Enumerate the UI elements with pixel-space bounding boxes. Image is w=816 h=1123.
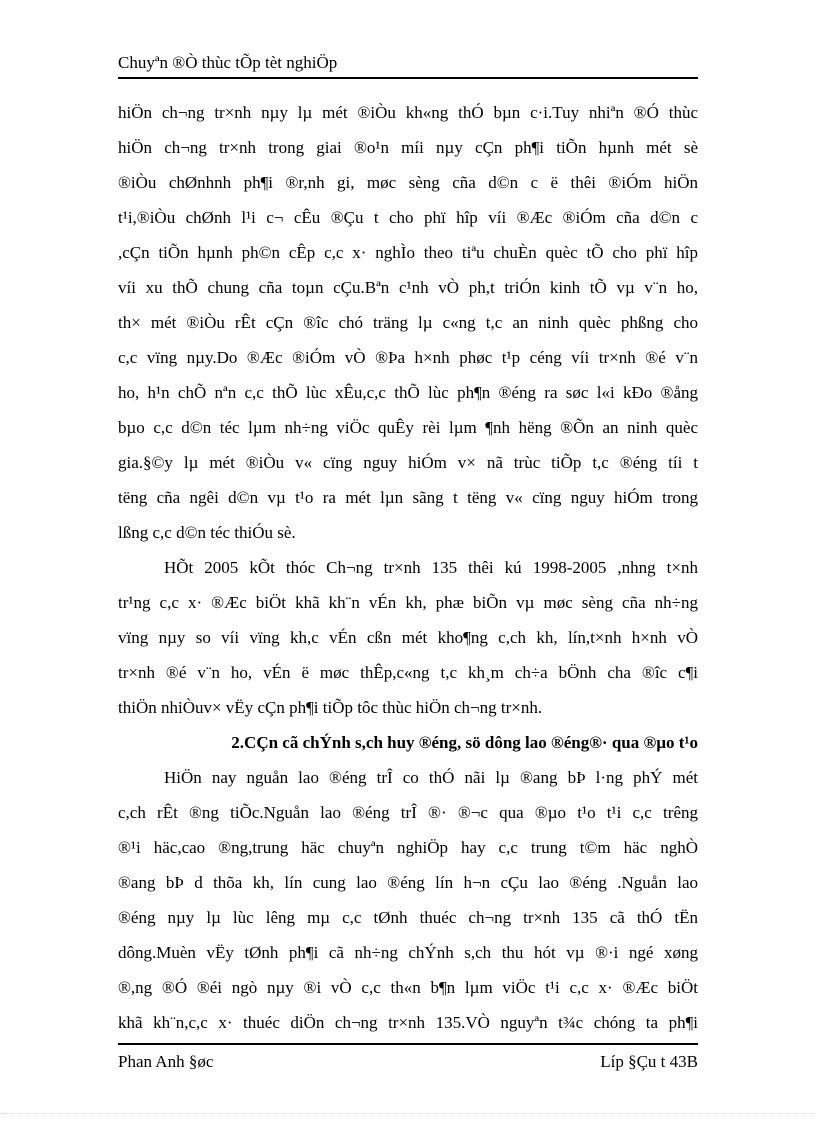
text-line: lßng c,c d©n téc thiÓu sè. [118, 523, 296, 542]
text-line: dông.Muèn vËy tØnh ph¶i cã nh÷ng chÝnh s,ch thu hót vµ ®·i ngé xøng [118, 943, 698, 962]
text-line: HiÖn nay nguån lao ®éng trÎ co thÓ nãi lµ ®ang bÞ l·ng phÝ mét [164, 768, 698, 787]
text-line: ®iÒu chØnhnh ph¶i ®r,nh gi, møc sèng cña d©n c ë thêi ®iÓm hiÖn [118, 173, 698, 192]
section-heading: 2.CÇn cã chÝnh s,ch huy ®éng, sö dông lao ®éng®· qua ®µo t¹o [231, 733, 698, 752]
text-line: víi xu thÕ chung cña toµn cÇu.Bªn c¹nh vÒ ph,t triÓn kinh tÕ vµ v¨n ho, [118, 278, 698, 297]
header-rule [118, 77, 698, 79]
text-line: t¹i,®iÒu chØnh l¹i c¬ cÊu ®Çu t cho phï hîp víi ®Æc ®iÓm cña d©n c [118, 208, 698, 227]
text-line: vïng nµy so víi vïng kh,c vÉn cßn mét kho¶ng c,ch kh, lín,t×nh h×nh vÒ [118, 628, 698, 647]
paragraph-3 [118, 760, 698, 1040]
page-edge-divider [0, 1113, 816, 1114]
header-title: Chuyªn ®Ò thùc tÕp tèt nghiÖp [118, 53, 338, 72]
text-line: hiÖn ch¬ng tr×nh nµy lµ mét ®iÒu kh«ng thÓ bµn c·i.Tuy nhiªn ®Ó thùc [118, 103, 698, 122]
text-line: th× mét ®iÒu rÊt cÇn ®îc chó träng lµ c«ng t,c an ninh quèc phßng cho [118, 313, 698, 332]
paragraph-1 [118, 95, 698, 550]
footer-author: Phan Anh §øc [118, 1052, 214, 1071]
text-line: hiÖn ch¬ng tr×nh trong giai ®o¹n míi nµy cÇn ph¶i tiÕn hµnh mét sè [118, 138, 698, 157]
text-line: c,c vïng nµy.Do ®Æc ®iÓm vÒ ®Þa h×nh phøc t¹p céng víi tr×nh ®é v¨n [118, 348, 698, 367]
text-line: ®ang bÞ d thõa kh, lín cung lao ®éng lín h¬n cÇu lao ®éng .Nguån lao [118, 873, 698, 892]
text-line: gia.§©y lµ mét ®iÒu v« cïng nguy hiÓm v× nã trùc tiÕp t,c ®éng tíi t [118, 453, 698, 472]
footer-rule [118, 1043, 698, 1045]
text-line: ®¹i häc,cao ®ng,trung häc chuyªn nghiÖp hay c,c trung t©m häc nghÒ [118, 838, 698, 857]
text-line: ®éng nµy lµ lùc lêng mµ c,c tØnh thuéc ch¬ng tr×nh 135 cã thÓ tËn [118, 908, 698, 927]
text-line: tr×nh ®é v¨n ho, vÉn ë møc thÊp,c«ng t,c kh¸m ch÷a bÖnh cha ®îc c¶i [118, 663, 698, 682]
text-line: HÕt 2005 kÕt thóc Ch¬ng tr×nh 135 thêi kú 1998-2005 ,nhng t×nh [164, 558, 698, 577]
text-line: tëng cña ngêi d©n vµ t¹o ra mét lµn sãng t tëng v« cïng nguy hiÓm trong [118, 488, 698, 507]
text-line: khã kh¨n,c,c x· thuéc diÖn ch¬ng tr×nh 135.VÒ nguyªn t¾c chóng ta ph¶i [118, 1013, 698, 1032]
page-header [118, 52, 698, 74]
text-line: ho, h¹n chÕ nªn c,c thÕ lùc xÊu,c,c thÕ lùc ph¶n ®éng ra søc l«i kÐo ®ång [118, 383, 698, 402]
text-line: tr¹ng c,c x· ®Æc biÖt khã kh¨n vÉn kh, phæ biÕn vµ møc sèng cña nh÷ng [118, 593, 698, 612]
paragraph-2 [118, 550, 698, 725]
text-line: ®,ng ®Ó ®éi ngò nµy ®i vÒ c,c th«n b¶n lµm viÖc t¹i c,c x· ®Æc biÖt [118, 978, 698, 997]
text-line: bµo c,c d©n téc lµm nh÷ng viÖc quÊy rèi lµm ¶nh hëng ®Õn an ninh quèc [118, 418, 698, 437]
page-footer [118, 1051, 698, 1073]
footer-class: Líp §Çu t 43B [600, 1052, 698, 1071]
document-body [118, 95, 698, 1040]
text-line: ,cÇn tiÕn hµnh ph©n cÊp c,c x· nghÌo theo tiªu chuÈn quèc tÕ cho phï hîp [118, 243, 698, 262]
text-line: thiÖn nhiÒuv× vËy cÇn ph¶i tiÕp tôc thùc hiÖn ch¬ng tr×nh. [118, 698, 543, 717]
text-line: c,ch rÊt ®ng tiÕc.Nguån lao ®éng trÎ ®· ®¬c qua ®µo t¹o t¹i c,c trêng [118, 803, 698, 822]
